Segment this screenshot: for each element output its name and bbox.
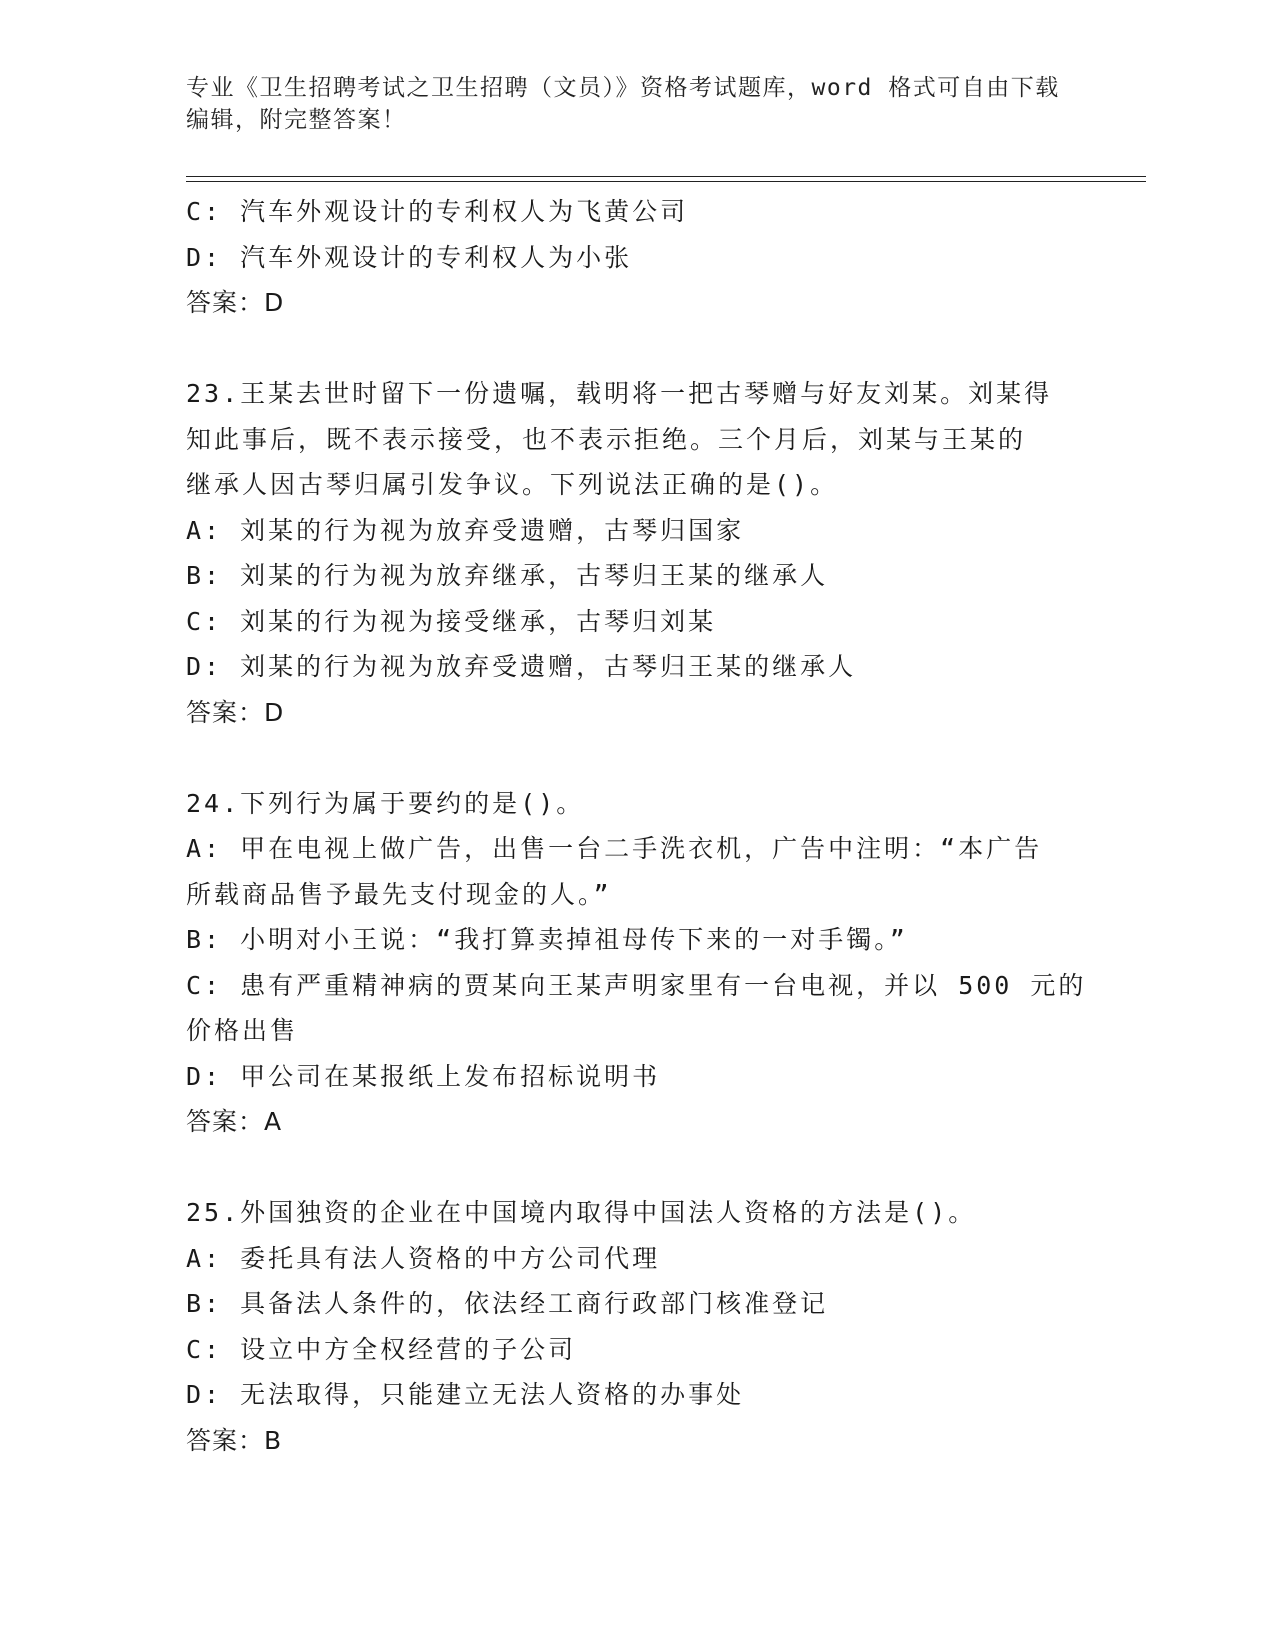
- answer-line: 答案：B: [186, 1425, 283, 1455]
- question-25: [186, 1190, 1086, 1463]
- option-c: C: 刘某的行为视为接受继承，古琴归刘某: [186, 606, 717, 636]
- header-line-1: 专业《卫生招聘考试之卫生招聘（文员）》资格考试题库，word 格式可自由下载: [186, 75, 1060, 101]
- question-stem-line: 25.外国独资的企业在中国境内取得中国法人资格的方法是()。: [186, 1198, 977, 1227]
- option-a: A: 甲在电视上做广告，出售一台二手洗衣机，广告中注明：“本广告: [186, 834, 1043, 863]
- spacer: [186, 326, 1086, 372]
- option-d: D: 甲公司在某报纸上发布招标说明书: [186, 1061, 661, 1091]
- answer-line: 答案：D: [186, 697, 285, 727]
- question-stem-line: 知此事后，既不表示接受，也不表示拒绝。三个月后，刘某与王某的: [186, 424, 1027, 454]
- answer-line: 答案：D: [186, 288, 285, 317]
- question-body: [186, 189, 1086, 1463]
- question-23: [186, 371, 1086, 735]
- question-stem-line: 24.下列行为属于要约的是()。: [186, 788, 585, 818]
- option-a-continued: 所载商品售予最先支付现金的人。”: [186, 879, 612, 909]
- option-d: D: 汽车外观设计的专利权人为小张: [186, 242, 633, 272]
- spacer: [186, 735, 1086, 781]
- header-divider-top: [186, 176, 1146, 177]
- option-a: A: 委托具有法人资格的中方公司代理: [186, 1243, 661, 1273]
- option-a: A: 刘某的行为视为放弃受遗赠，古琴归国家: [186, 515, 745, 545]
- option-c: C: 设立中方全权经营的子公司: [186, 1334, 577, 1364]
- option-d: D: 刘某的行为视为放弃受遗赠，古琴归王某的继承人: [186, 652, 857, 681]
- answer-line: 答案：A: [186, 1107, 283, 1136]
- question-stem-line: 继承人因古琴归属引发争议。下列说法正确的是()。: [186, 470, 839, 499]
- option-b: B: 小明对小王说：“我打算卖掉祖母传下来的一对手镯。”: [186, 925, 908, 954]
- question-stem-line: 23.王某去世时留下一份遗嘱，载明将一把古琴赠与好友刘某。刘某得: [186, 379, 1053, 408]
- option-c: C: 汽车外观设计的专利权人为飞黄公司: [186, 197, 689, 226]
- option-b: B: 具备法人条件的，依法经工商行政部门核准登记: [186, 1289, 829, 1318]
- option-d: D: 无法取得，只能建立无法人资格的办事处: [186, 1380, 745, 1409]
- previous-question: [186, 189, 1086, 326]
- option-c-continued: 价格出售: [186, 1016, 299, 1045]
- header-divider-bottom: [186, 181, 1146, 182]
- document-header: [186, 72, 1066, 136]
- header-line-2: 编辑，附完整答案！: [186, 107, 407, 133]
- option-b: B: 刘某的行为视为放弃继承，古琴归王某的继承人: [186, 561, 829, 590]
- option-c: C: 患有严重精神病的贾某向王某声明家里有一台电视，并以 500 元的: [186, 970, 1087, 1000]
- spacer: [186, 1145, 1086, 1191]
- question-24: [186, 781, 1086, 1145]
